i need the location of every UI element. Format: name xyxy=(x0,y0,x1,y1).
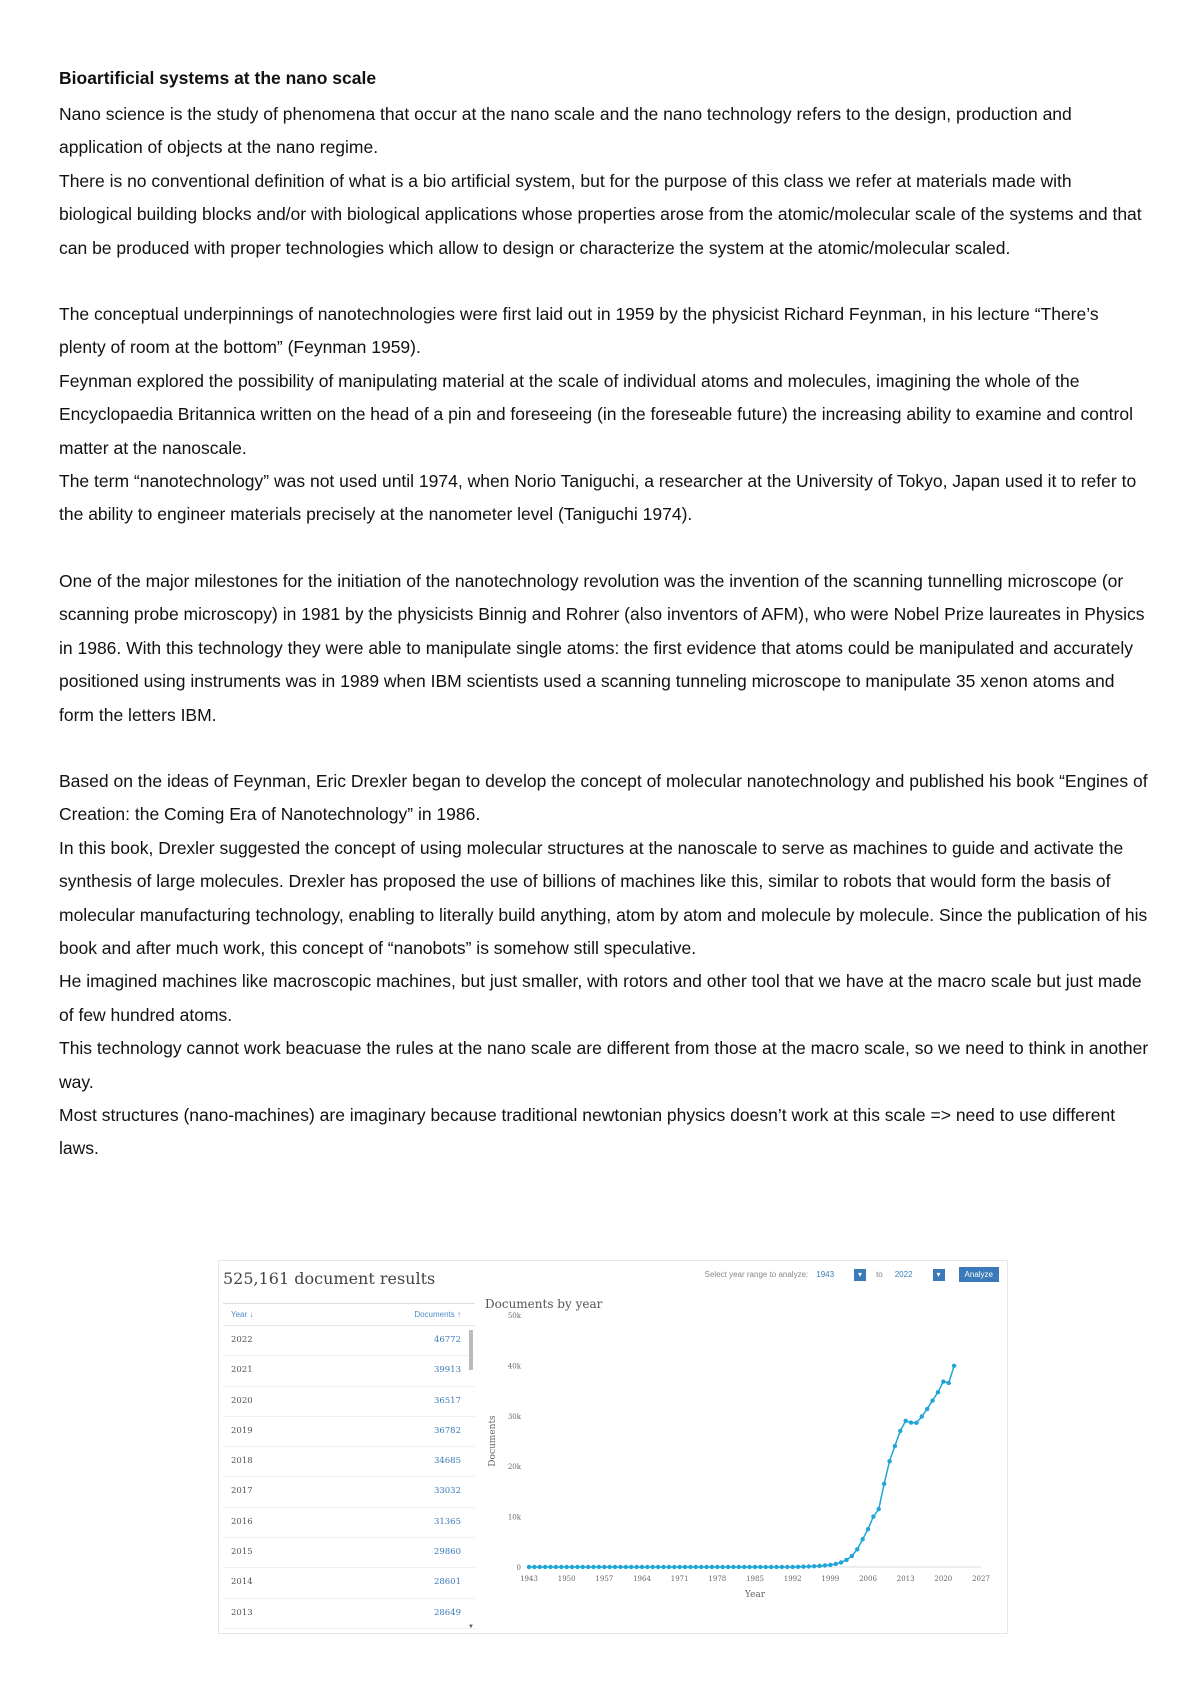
paragraph-spacer xyxy=(59,732,1149,765)
data-point xyxy=(860,1537,864,1541)
data-point xyxy=(747,1565,751,1569)
documents-cell[interactable]: 29860 xyxy=(433,1547,461,1558)
data-point xyxy=(952,1364,956,1368)
data-point xyxy=(731,1565,735,1569)
analyze-button[interactable]: Analyze xyxy=(959,1267,999,1282)
documents-cell[interactable]: 34685 xyxy=(433,1456,461,1467)
data-point xyxy=(877,1507,881,1511)
data-point xyxy=(828,1563,832,1567)
paragraph: There is no conventional definition of what is a bio artificial system, but for the purpose of this class we refer at materials made with biological building blocks and/or with biological applications whose properties arose from the atomic/molecular scale of the systems and that can be produced with proper technologies which allow to design or characterize the system at the atomic/molecular scaled. xyxy=(59,170,1142,258)
year-cell: 2018 xyxy=(231,1456,253,1467)
documents-by-year-chart xyxy=(481,1291,1001,1629)
data-point xyxy=(737,1565,741,1569)
document-body xyxy=(59,98,1149,1166)
paragraph: Based on the ideas of Feynman, Eric Drexler began to develop the concept of molecular nanotechnology and published his book “Engines of Creation: the Coming Era of Nanotechnology” in 1986. xyxy=(59,770,1148,825)
paragraph: Most structures (nano-machines) are imaginary because traditional newtonian physics doesn’t work at this scale => need to use different laws. xyxy=(59,1104,1116,1159)
documents-table xyxy=(223,1303,475,1630)
data-point xyxy=(796,1565,800,1569)
scrollbar-thumb[interactable] xyxy=(469,1330,473,1370)
paragraph: This technology cannot work beacuase the rules at the nano scale are different from those at the macro scale, so we need to think in another way. xyxy=(59,1038,1149,1092)
results-header xyxy=(219,1261,1007,1291)
paragraph-spacer xyxy=(59,265,1149,298)
chart-title: Documents by year xyxy=(485,1297,603,1311)
data-point xyxy=(909,1420,913,1424)
data-point xyxy=(694,1565,698,1569)
data-point xyxy=(645,1565,649,1569)
x-tick-label: 1992 xyxy=(783,1575,802,1583)
data-point xyxy=(591,1565,595,1569)
data-point xyxy=(823,1563,827,1567)
data-point xyxy=(930,1398,934,1402)
series-line xyxy=(529,1366,954,1567)
data-point xyxy=(866,1527,870,1531)
y-tick-label: 10k xyxy=(507,1513,521,1522)
data-point xyxy=(543,1565,547,1569)
data-point xyxy=(608,1565,612,1569)
data-point xyxy=(672,1565,676,1569)
chart-panel xyxy=(481,1291,1001,1629)
year-cell: 2021 xyxy=(231,1365,253,1376)
data-point xyxy=(855,1547,859,1551)
data-point xyxy=(613,1565,617,1569)
data-point xyxy=(769,1565,773,1569)
data-point xyxy=(683,1565,687,1569)
data-point xyxy=(941,1379,945,1383)
data-point xyxy=(812,1564,816,1568)
data-point xyxy=(834,1562,838,1566)
data-point xyxy=(527,1565,531,1569)
data-point xyxy=(699,1565,703,1569)
data-point xyxy=(559,1565,563,1569)
data-point xyxy=(801,1564,805,1568)
table-row[interactable] xyxy=(223,1447,475,1477)
data-point xyxy=(774,1565,778,1569)
results-count-title: 525,161 document results xyxy=(223,1269,436,1288)
data-point xyxy=(726,1565,730,1569)
data-point xyxy=(721,1565,725,1569)
document-title: Bioartificial systems at the nano scale xyxy=(59,68,377,88)
x-tick-label: 1957 xyxy=(595,1575,614,1583)
year-cell: 2022 xyxy=(231,1335,253,1345)
data-point xyxy=(564,1565,568,1569)
documents-cell[interactable]: 33032 xyxy=(433,1486,461,1497)
y-axis-label: Documents xyxy=(488,1415,498,1467)
data-point xyxy=(629,1565,633,1569)
data-point xyxy=(839,1560,843,1564)
data-point xyxy=(704,1565,708,1569)
x-tick-label: 1978 xyxy=(708,1575,727,1583)
x-tick-label: 2027 xyxy=(972,1575,990,1583)
paragraph: The term “nanotechnology” was not used until 1974, when Norio Taniguchi, a researcher at the University of Tokyo, Japan used it to refer to the ability to engineer materials precisely at the nanometer level (Taniguchi 1974). xyxy=(59,471,1137,525)
data-point xyxy=(634,1565,638,1569)
table-row[interactable] xyxy=(223,1568,475,1598)
documents-cell[interactable]: 46772 xyxy=(433,1335,461,1345)
data-point xyxy=(898,1429,902,1433)
data-point xyxy=(780,1565,784,1569)
paragraph: In this book, Drexler suggested the concept of using molecular structures at the nanoscale to serve as machines to guide and activate the synthesis of large molecules. Drexler has proposed the use of billions of machines like this, similar to robots that would form the basis of molecular manufacturing technology, enabling to literally build anything, atom by atom and molecule by molecule. Since the publication of his book and after much work, this concept of “nanobots” is somehow still speculative. xyxy=(59,837,1148,958)
scopus-results-figure xyxy=(218,1260,1008,1634)
x-tick-label: 1943 xyxy=(520,1575,538,1583)
table-header xyxy=(223,1304,475,1326)
paragraph: He imagined machines like macroscopic machines, but just smaller, with rotors and other tool that we have at the macro scale but just made of few hundred atoms. xyxy=(59,971,1142,1025)
year-cell: 2015 xyxy=(231,1547,253,1558)
chevron-down-icon[interactable]: ▾ xyxy=(854,1269,866,1281)
documents-cell[interactable]: 28649 xyxy=(433,1607,461,1618)
data-point xyxy=(914,1421,918,1425)
data-point xyxy=(538,1565,542,1569)
data-point xyxy=(947,1381,951,1385)
data-point xyxy=(742,1565,746,1569)
y-tick-label: 20k xyxy=(507,1463,521,1472)
x-tick-label: 2013 xyxy=(896,1575,915,1583)
year-cell: 2020 xyxy=(231,1395,253,1406)
data-point xyxy=(667,1565,671,1569)
data-point xyxy=(817,1564,821,1568)
y-tick-label: 30k xyxy=(507,1412,521,1421)
table-row[interactable] xyxy=(223,1508,475,1538)
data-point xyxy=(548,1565,552,1569)
documents-cell[interactable]: 36517 xyxy=(433,1395,461,1406)
x-tick-label: 1950 xyxy=(557,1575,576,1583)
data-point xyxy=(753,1565,757,1569)
data-point xyxy=(677,1565,681,1569)
data-point xyxy=(764,1565,768,1569)
data-point xyxy=(575,1565,579,1569)
year-range-selector xyxy=(705,1267,999,1282)
data-point xyxy=(925,1407,929,1411)
documents-column-header[interactable]: Documents ↑ xyxy=(414,1310,461,1319)
data-point xyxy=(758,1565,762,1569)
table-row[interactable] xyxy=(223,1477,475,1507)
data-point xyxy=(581,1565,585,1569)
year-range-label: Select year range to analyze: xyxy=(704,1270,809,1279)
data-point xyxy=(807,1564,811,1568)
documents-cell[interactable]: 36782 xyxy=(433,1425,461,1436)
year-cell: 2017 xyxy=(231,1486,253,1497)
data-point xyxy=(618,1565,622,1569)
data-point xyxy=(920,1414,924,1418)
data-point xyxy=(790,1565,794,1569)
x-tick-label: 2020 xyxy=(934,1575,953,1583)
data-point xyxy=(893,1444,897,1448)
year-cell: 2014 xyxy=(231,1577,253,1588)
data-point xyxy=(936,1390,940,1394)
data-point xyxy=(586,1565,590,1569)
data-point xyxy=(661,1565,665,1569)
paragraph: Nano science is the study of phenomena that occur at the nano scale and the nano technology refers to the design, production and application of objects at the nano regime. xyxy=(59,104,1072,158)
table-row[interactable] xyxy=(223,1326,475,1356)
table-row[interactable] xyxy=(223,1417,475,1447)
table-row[interactable] xyxy=(223,1599,475,1629)
data-point xyxy=(710,1565,714,1569)
data-point xyxy=(903,1419,907,1423)
x-tick-label: 2006 xyxy=(859,1575,877,1583)
data-point xyxy=(887,1459,891,1463)
data-point xyxy=(656,1565,660,1569)
table-body xyxy=(223,1326,475,1629)
y-tick-label: 0 xyxy=(516,1564,521,1572)
year-cell: 2016 xyxy=(231,1516,253,1527)
data-point xyxy=(882,1482,886,1486)
data-point xyxy=(640,1565,644,1569)
y-tick-label: 50k xyxy=(507,1312,521,1320)
data-point xyxy=(554,1565,558,1569)
paragraph: One of the major milestones for the initiation of the nanotechnology revolution was the invention of the scanning tunnelling microscope (or scanning probe microscopy) in 1981 by the physicists Binnig and Rohrer (also inventors of AFM), who were Nobel Prize laureates in Physics in 1986. With this technology they were able to manipulate single atoms: the first evidence that atoms could be manipulated and accurately positioned using instruments was in 1989 when IBM scientists used a scanning tunneling microscope to manipulate 35 xenon atoms and form the letters IBM. xyxy=(59,570,1145,725)
data-point xyxy=(532,1565,536,1569)
from-year-select[interactable]: 1943 xyxy=(816,1270,835,1279)
data-point xyxy=(597,1565,601,1569)
y-tick-label: 40k xyxy=(507,1362,521,1371)
x-tick-label: 1964 xyxy=(633,1575,651,1583)
chevron-down-icon[interactable]: ▾ xyxy=(933,1269,945,1281)
paragraph: Feynman explored the possibility of manipulating material at the scale of individual atoms and molecules, imagining the whole of the Encyclopaedia Britannica written on the head of a pin and foreseeing (in the foreseable future) the increasing ability to examine and control matter at the nanoscale. xyxy=(59,370,1133,458)
x-tick-label: 1999 xyxy=(821,1575,840,1583)
table-row[interactable] xyxy=(223,1387,475,1417)
data-point xyxy=(871,1514,875,1518)
documents-cell[interactable]: 31365 xyxy=(433,1516,461,1527)
document xyxy=(59,64,1149,1166)
data-point xyxy=(850,1554,854,1558)
table-row[interactable] xyxy=(223,1538,475,1568)
paragraph-spacer xyxy=(59,532,1149,565)
to-year-select[interactable]: 2022 xyxy=(894,1270,913,1279)
data-point xyxy=(688,1565,692,1569)
data-point xyxy=(602,1565,606,1569)
year-cell: 2019 xyxy=(231,1425,253,1436)
x-tick-label: 1985 xyxy=(746,1575,764,1583)
scroll-down-icon[interactable]: ▼ xyxy=(468,1624,474,1630)
x-axis-label: Year xyxy=(744,1590,766,1600)
year-column-header[interactable]: Year ↓ xyxy=(231,1310,254,1319)
data-point xyxy=(651,1565,655,1569)
data-point xyxy=(715,1565,719,1569)
documents-cell[interactable]: 28601 xyxy=(433,1577,461,1588)
data-point xyxy=(844,1558,848,1562)
data-point xyxy=(570,1565,574,1569)
data-point xyxy=(785,1565,789,1569)
x-tick-label: 1971 xyxy=(670,1575,689,1583)
to-label: to xyxy=(876,1270,883,1279)
paragraph: The conceptual underpinnings of nanotechnologies were first laid out in 1959 by the physicist Richard Feynman, in his lecture “There’s plenty of room at the bottom” (Feynman 1959). xyxy=(59,304,1099,358)
table-row[interactable] xyxy=(223,1356,475,1386)
year-cell: 2013 xyxy=(231,1607,253,1618)
data-point xyxy=(624,1565,628,1569)
documents-cell[interactable]: 39913 xyxy=(433,1365,461,1376)
